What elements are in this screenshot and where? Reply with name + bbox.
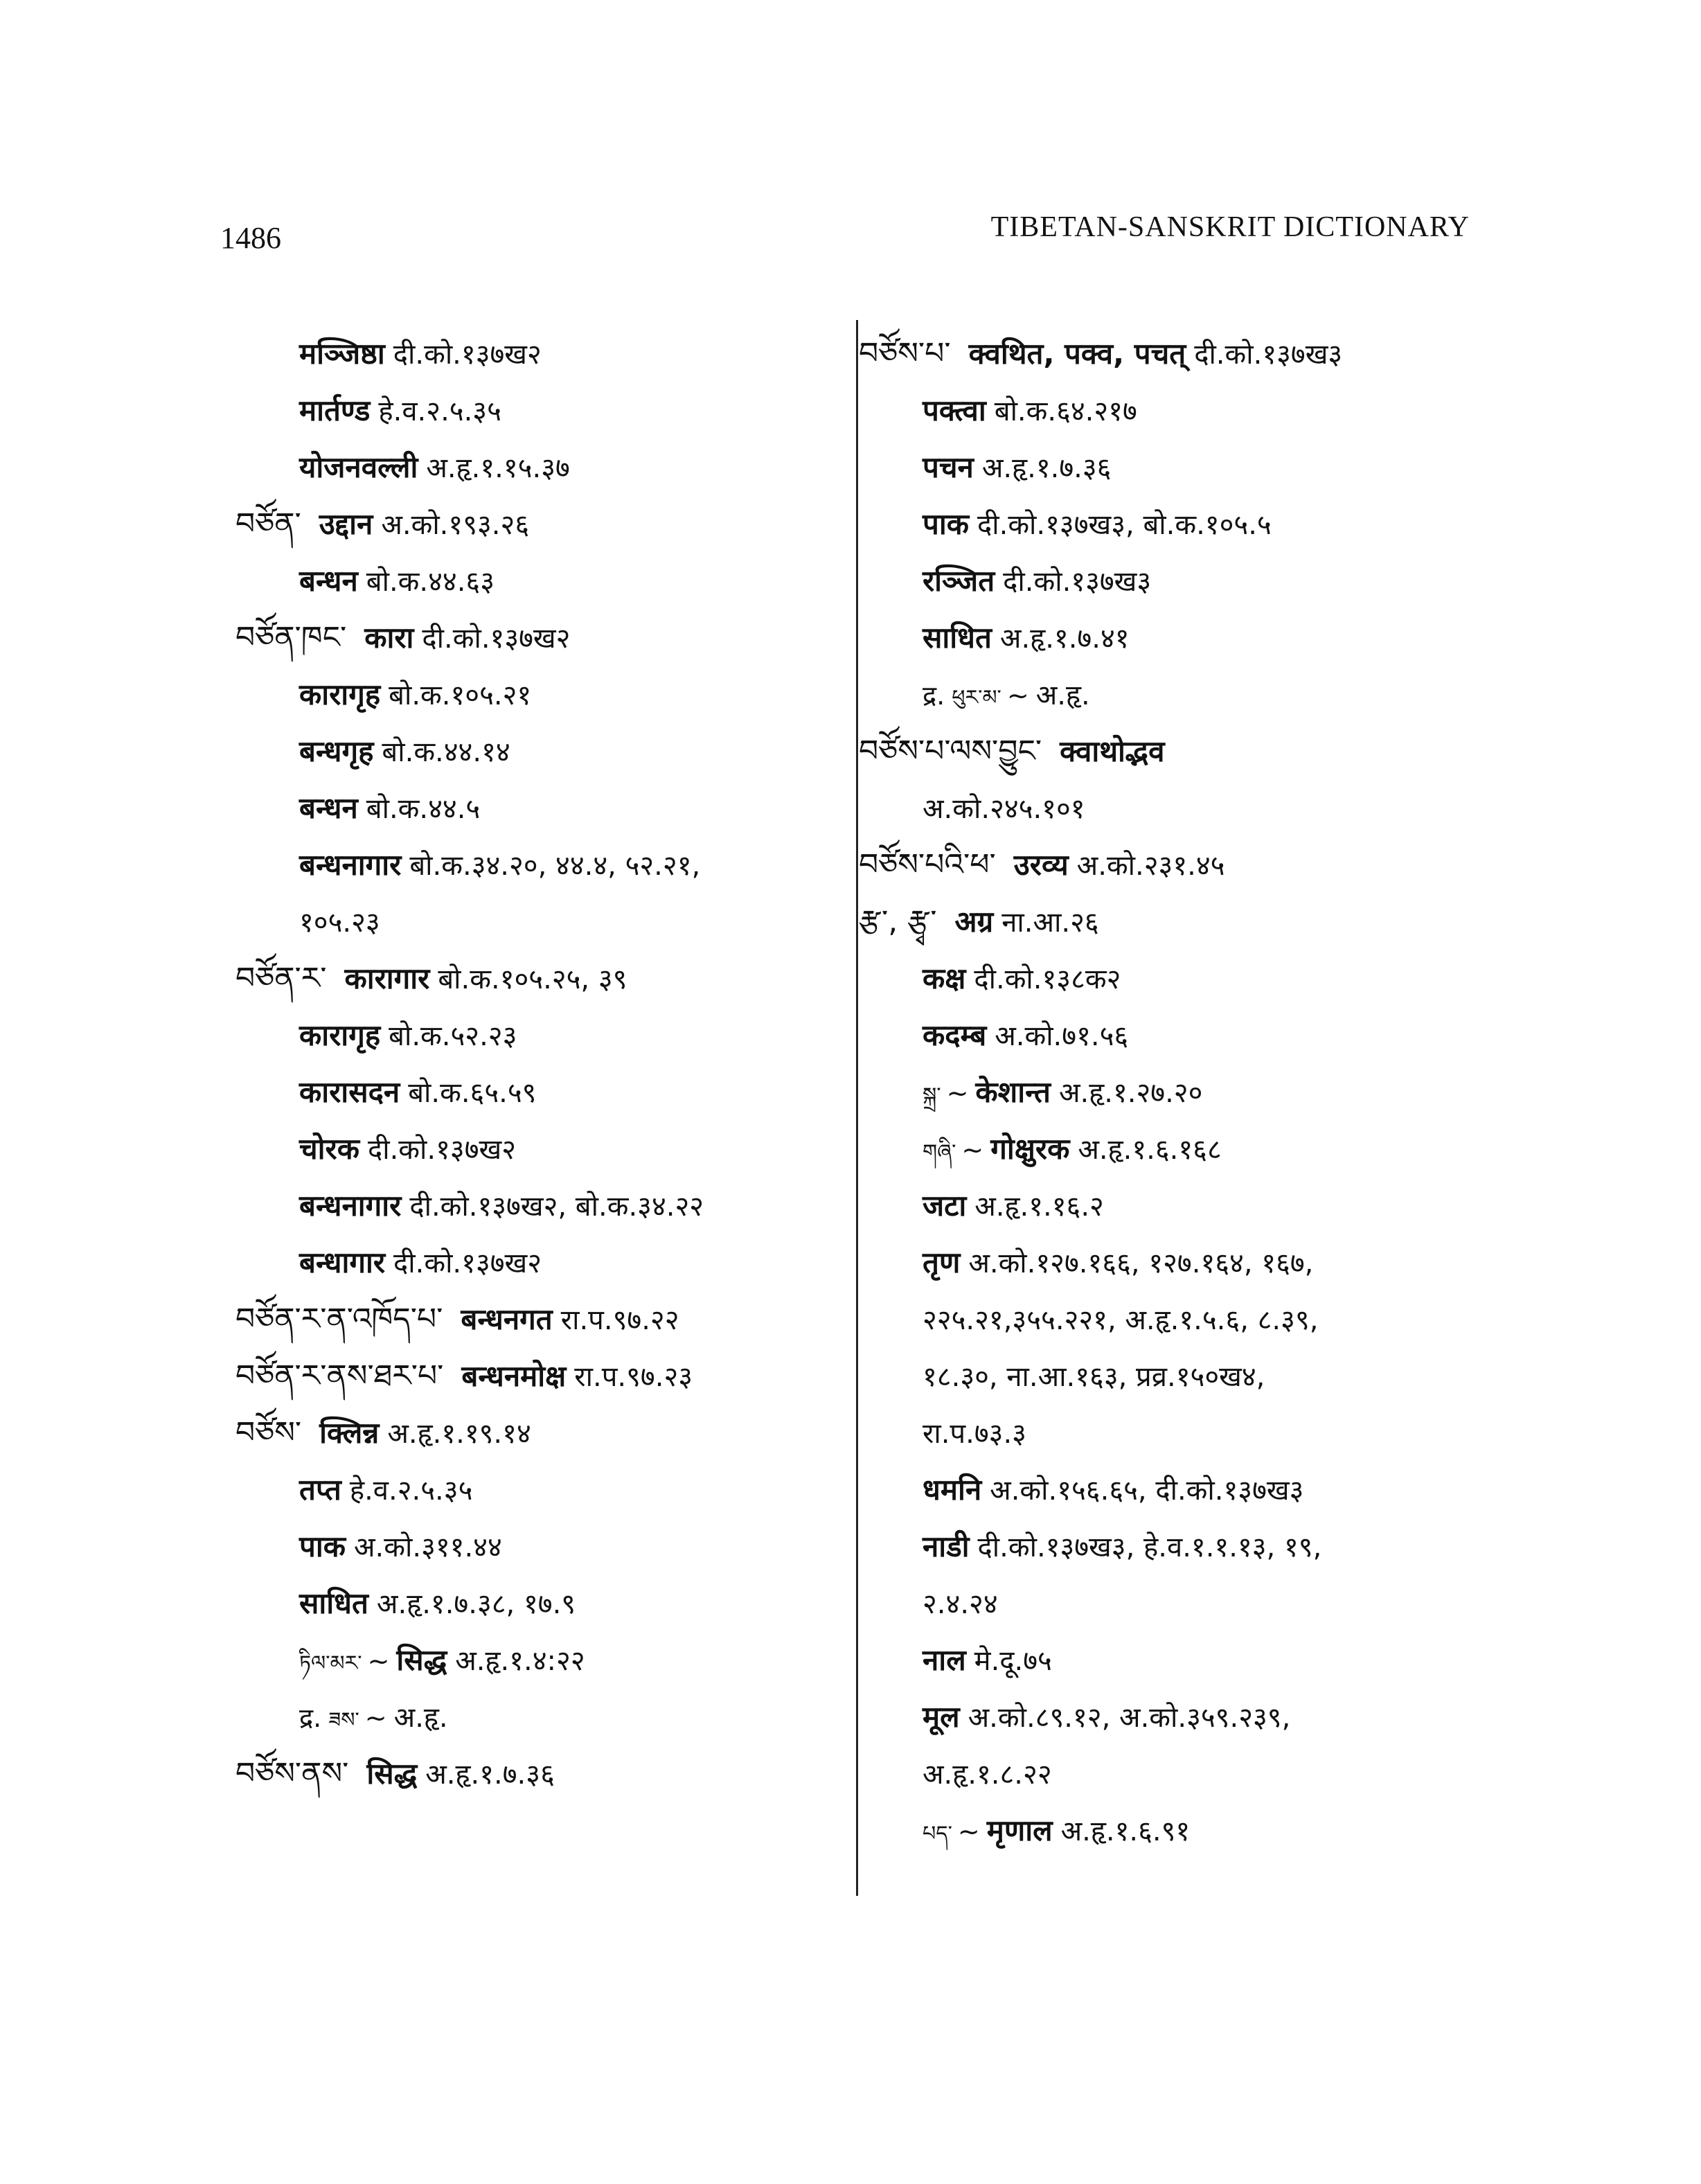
sanskrit-equivalent: साधित xyxy=(299,1586,368,1620)
right-column xyxy=(859,326,1468,1859)
sub-entry xyxy=(299,1121,845,1178)
sub-entry xyxy=(299,326,845,382)
headword-entry xyxy=(235,1405,845,1462)
continuation-line xyxy=(923,1405,1468,1462)
tibetan-headword: བཙོས་པ་ xyxy=(859,336,951,371)
sub-entry xyxy=(923,1518,1468,1575)
source-reference: अ.हृ.१.६.१६८ xyxy=(1078,1134,1222,1166)
sanskrit-equivalent: पचन xyxy=(923,450,974,484)
sub-entry xyxy=(923,496,1468,553)
source-reference: अ.हृ.१.८.२२ xyxy=(923,1759,1052,1791)
prefix-text: ~ xyxy=(957,1816,980,1847)
tibetan-headword: བཙོས་པའི་ཕ་ xyxy=(859,847,996,882)
sub-entry xyxy=(923,553,1468,610)
sanskrit-equivalent: बन्धन xyxy=(299,791,358,825)
sub-entry xyxy=(923,1007,1468,1064)
prefix-text: ~ xyxy=(961,1135,984,1165)
sanskrit-equivalent: तृण xyxy=(923,1245,961,1279)
source-reference: २.४.२४ xyxy=(923,1588,998,1620)
continuation-line xyxy=(923,1291,1468,1348)
sub-entry xyxy=(923,610,1468,666)
prefix-text: द्र. xyxy=(923,680,945,711)
sanskrit-equivalent: कारागार xyxy=(344,961,430,995)
source-reference: अ.हृ.१.७.३६ xyxy=(981,452,1112,484)
source-reference: दी.को.१३७ख३, हे.व.१.१.१३, १९, xyxy=(977,1532,1322,1563)
sub-entry xyxy=(923,1064,1468,1121)
source-reference: हे.व.२.५.३५ xyxy=(378,396,501,427)
sanskrit-equivalent: पाक xyxy=(923,507,969,541)
source-reference: बो.क.१०५.२१ xyxy=(389,680,532,711)
tibetan-headword: བཙོས་པ་ལས་བྱུང་ xyxy=(859,734,1042,769)
sanskrit-equivalent: योजनवल्ली xyxy=(299,450,418,484)
headword-entry xyxy=(235,1291,845,1348)
sanskrit-equivalent: कारागृह xyxy=(299,677,381,711)
sanskrit-equivalent: पाक xyxy=(299,1529,346,1563)
source-reference: रा.प.९७.२२ xyxy=(560,1304,679,1336)
tibetan-compound: ཟས་ xyxy=(328,1708,359,1732)
sanskrit-equivalent: क्लिन्न xyxy=(319,1416,380,1450)
sanskrit-equivalent: कारासदन xyxy=(299,1075,400,1109)
headword-entry xyxy=(859,894,1468,950)
source-reference: अ.को.१५६.६५, दी.को.१३७ख३ xyxy=(990,1475,1304,1507)
source-reference: बो.क.६४.२१७ xyxy=(994,396,1137,427)
left-column xyxy=(235,326,845,1802)
sanskrit-equivalent: क्वथित, पक्व, पचत् xyxy=(968,337,1186,371)
sub-entry xyxy=(299,553,845,610)
headword-entry xyxy=(859,326,1468,382)
sanskrit-equivalent: सिद्ध xyxy=(396,1643,447,1677)
sanskrit-equivalent: मूल xyxy=(923,1700,960,1734)
source-reference: अ.हृ.१.१६.२ xyxy=(974,1191,1104,1223)
continuation-line xyxy=(923,1746,1468,1802)
headword-entry xyxy=(235,1348,845,1405)
source-reference: बो.क.४४.१४ xyxy=(382,736,510,768)
sub-entry xyxy=(923,1121,1468,1178)
headword-entry xyxy=(235,610,845,666)
sanskrit-equivalent: बन्धनागार xyxy=(299,1189,402,1223)
sanskrit-equivalent: नाडी xyxy=(923,1529,970,1563)
sanskrit-equivalent: बन्धनगत xyxy=(461,1302,553,1336)
sanskrit-equivalent: उरव्य xyxy=(1013,848,1069,882)
sanskrit-equivalent: उद्दान xyxy=(319,507,373,541)
running-title: TIBETAN-SANSKRIT DICTIONARY xyxy=(990,211,1470,243)
continuation-line xyxy=(923,1575,1468,1632)
sanskrit-equivalent: चोरक xyxy=(299,1132,359,1166)
source-reference: अ.को.८९.१२, अ.को.३५९.२३९, xyxy=(968,1702,1291,1734)
sub-entry xyxy=(299,1632,845,1689)
tibetan-compound: པད་ xyxy=(923,1822,952,1846)
sanskrit-equivalent: मृणाल xyxy=(986,1813,1053,1847)
sub-entry xyxy=(923,1178,1468,1234)
source-reference: १८.३०, ना.आ.१६३, प्रव्र.१५०ख४, xyxy=(923,1361,1265,1393)
sub-entry xyxy=(299,723,845,780)
tibetan-headword: བཙོན་ར་ནས་ཐར་པ་ xyxy=(235,1358,444,1394)
sub-entry xyxy=(923,1689,1468,1746)
source-reference: अ.हृ.१.७.३८, १७.९ xyxy=(376,1588,576,1620)
sub-entry xyxy=(299,780,845,837)
sub-entry xyxy=(299,666,845,723)
tibetan-headword: བཙོན་ཁང་ xyxy=(235,620,347,655)
sanskrit-equivalent: अग्र xyxy=(954,905,994,939)
source-reference: दी.को.१३७ख३ xyxy=(1194,339,1343,371)
source-reference: बो.क.६५.५९ xyxy=(408,1077,537,1109)
source-reference: दी.को.१३७ख३, बो.क.१०५.५ xyxy=(977,509,1272,541)
sub-entry xyxy=(299,1689,845,1746)
page-number: 1486 xyxy=(220,221,281,255)
continuation-line xyxy=(923,1348,1468,1405)
sub-entry xyxy=(923,1802,1468,1859)
tibetan-compound: སྐྲ་ xyxy=(923,1083,941,1108)
source-reference: अ.हृ. xyxy=(1035,680,1090,711)
source-reference: अ.को.१२७.१६६, १२७.१६४, १६७, xyxy=(968,1248,1314,1279)
source-reference: दी.को.१३७ख३ xyxy=(1003,566,1152,598)
source-reference: दी.को.१३७ख२ xyxy=(393,339,542,371)
sanskrit-equivalent: मञ्जिष्ठा xyxy=(299,337,385,371)
sanskrit-equivalent: केशान्त xyxy=(975,1075,1051,1109)
source-reference: अ.हृ.१.७.४१ xyxy=(999,623,1130,655)
source-reference: हे.व.२.५.३५ xyxy=(349,1475,473,1507)
sub-entry xyxy=(923,1632,1468,1689)
sanskrit-equivalent: मार्तण्ड xyxy=(299,393,371,427)
source-reference: अ.हृ.१.१५.३७ xyxy=(426,452,570,484)
tibetan-compound: གཞི་ xyxy=(923,1140,956,1164)
source-reference: बो.क.१०५.२५, ३९ xyxy=(438,964,627,995)
source-reference: अ.हृ. xyxy=(393,1702,448,1734)
tibetan-headword: རྩ་, རྩྭ་ xyxy=(859,904,937,939)
source-reference: दी.को.१३७ख२ xyxy=(367,1134,517,1166)
prefix-text: ~ xyxy=(946,1078,969,1108)
sub-entry xyxy=(299,1462,845,1518)
tibetan-compound: ཏིལ་མར་ xyxy=(299,1651,362,1676)
sub-entry xyxy=(923,439,1468,496)
prefix-text: द्र. xyxy=(299,1703,322,1733)
headword-entry xyxy=(859,837,1468,894)
sanskrit-equivalent: कारागृह xyxy=(299,1018,381,1052)
source-reference: मे.दू.७५ xyxy=(974,1645,1052,1677)
source-reference: अ.हृ.१.७.३६ xyxy=(425,1759,555,1791)
source-reference: बो.क.४४.६३ xyxy=(366,566,495,598)
sanskrit-equivalent: गोक्षुरक xyxy=(990,1132,1070,1166)
sanskrit-equivalent: जटा xyxy=(923,1189,967,1223)
sub-entry xyxy=(299,1234,845,1291)
sanskrit-equivalent: तप्त xyxy=(299,1473,341,1507)
sanskrit-equivalent: बन्धन xyxy=(299,564,358,598)
sub-entry xyxy=(923,1462,1468,1518)
source-reference: अ.हृ.१.१९.१४ xyxy=(387,1418,531,1450)
prefix-text: ~ xyxy=(364,1703,387,1733)
sub-entry xyxy=(299,439,845,496)
source-reference: अ.को.७१.५६ xyxy=(995,1020,1129,1052)
sanskrit-equivalent: पक्त्वा xyxy=(923,393,986,427)
source-reference: अ.हृ.१.२७.२० xyxy=(1058,1077,1203,1109)
sub-entry xyxy=(923,950,1468,1007)
sub-entry xyxy=(299,1518,845,1575)
sanskrit-equivalent: धमनि xyxy=(923,1473,982,1507)
source-reference: बो.क.४४.५ xyxy=(366,793,481,825)
sub-entry xyxy=(299,382,845,439)
prefix-text: ~ xyxy=(1006,680,1029,711)
sanskrit-equivalent: क्वाथोद्भव xyxy=(1060,734,1165,768)
sanskrit-equivalent: रञ्जित xyxy=(923,564,995,598)
headword-entry xyxy=(235,496,845,553)
sanskrit-equivalent: बन्धनागार xyxy=(299,848,402,882)
sub-entry xyxy=(299,1178,845,1234)
sanskrit-equivalent: कारा xyxy=(364,621,414,655)
continuation-line xyxy=(923,780,1468,837)
sanskrit-equivalent: बन्धनमोक्ष xyxy=(461,1359,567,1393)
source-reference: बो.क.५२.२३ xyxy=(389,1020,517,1052)
sub-entry xyxy=(923,666,1468,723)
headword-entry xyxy=(235,1746,845,1802)
tibetan-compound: ཕུར་མ་ xyxy=(952,686,1001,710)
tibetan-headword: བཙོས་ནས་ xyxy=(235,1756,349,1791)
sanskrit-equivalent: बन्धागार xyxy=(299,1245,386,1279)
sub-entry xyxy=(299,837,845,894)
sanskrit-equivalent: बन्धगृह xyxy=(299,734,374,768)
source-reference: दी.को.१३७ख२ xyxy=(422,623,571,655)
headword-entry xyxy=(235,950,845,1007)
sub-entry xyxy=(299,1575,845,1632)
column-divider xyxy=(856,320,858,1896)
sub-entry xyxy=(299,1007,845,1064)
source-reference: बो.क.३४.२०, ४४.४, ५२.२१, xyxy=(409,850,701,882)
source-reference: रा.प.९७.२३ xyxy=(574,1361,693,1393)
sanskrit-equivalent: नाल xyxy=(923,1643,966,1677)
source-reference: दी.को.१३७ख२, बो.क.३४.२२ xyxy=(409,1191,704,1223)
source-reference: दी.को.१३८क२ xyxy=(974,964,1121,995)
headword-entry xyxy=(859,723,1468,780)
sanskrit-equivalent: सिद्ध xyxy=(366,1757,418,1791)
sub-entry xyxy=(923,1234,1468,1291)
source-reference: अ.को.१९३.२६ xyxy=(381,509,530,541)
source-reference: रा.प.७३.३ xyxy=(923,1418,1026,1450)
sub-entry xyxy=(299,1064,845,1121)
source-reference: अ.हृ.१.४:२२ xyxy=(455,1645,585,1677)
source-reference: दी.को.१३७ख२ xyxy=(393,1248,542,1279)
source-reference: २२५.२१,३५५.२२१, अ.हृ.१.५.६, ८.३९, xyxy=(923,1304,1319,1336)
source-reference: अ.को.२४५.१०१ xyxy=(923,793,1085,825)
tibetan-headword: བཙོན་ར་ན་འཁོད་པ་ xyxy=(235,1302,443,1337)
source-reference: अ.को.३११.४४ xyxy=(354,1532,502,1563)
continuation-line xyxy=(299,894,845,950)
tibetan-headword: བཙོན་ xyxy=(235,506,301,542)
sanskrit-equivalent: कक्ष xyxy=(923,961,966,995)
prefix-text: ~ xyxy=(367,1646,390,1676)
source-reference: १०५.२३ xyxy=(299,907,380,939)
sub-entry xyxy=(923,382,1468,439)
sanskrit-equivalent: साधित xyxy=(923,621,992,655)
source-reference: अ.हृ.१.६.९१ xyxy=(1060,1815,1191,1847)
source-reference: ना.आ.२६ xyxy=(1001,907,1099,939)
source-reference: अ.को.२३१.४५ xyxy=(1076,850,1225,882)
tibetan-headword: བཙོས་ xyxy=(235,1415,302,1450)
tibetan-headword: བཙོན་ར་ xyxy=(235,961,327,996)
sanskrit-equivalent: कदम्ब xyxy=(923,1018,987,1052)
